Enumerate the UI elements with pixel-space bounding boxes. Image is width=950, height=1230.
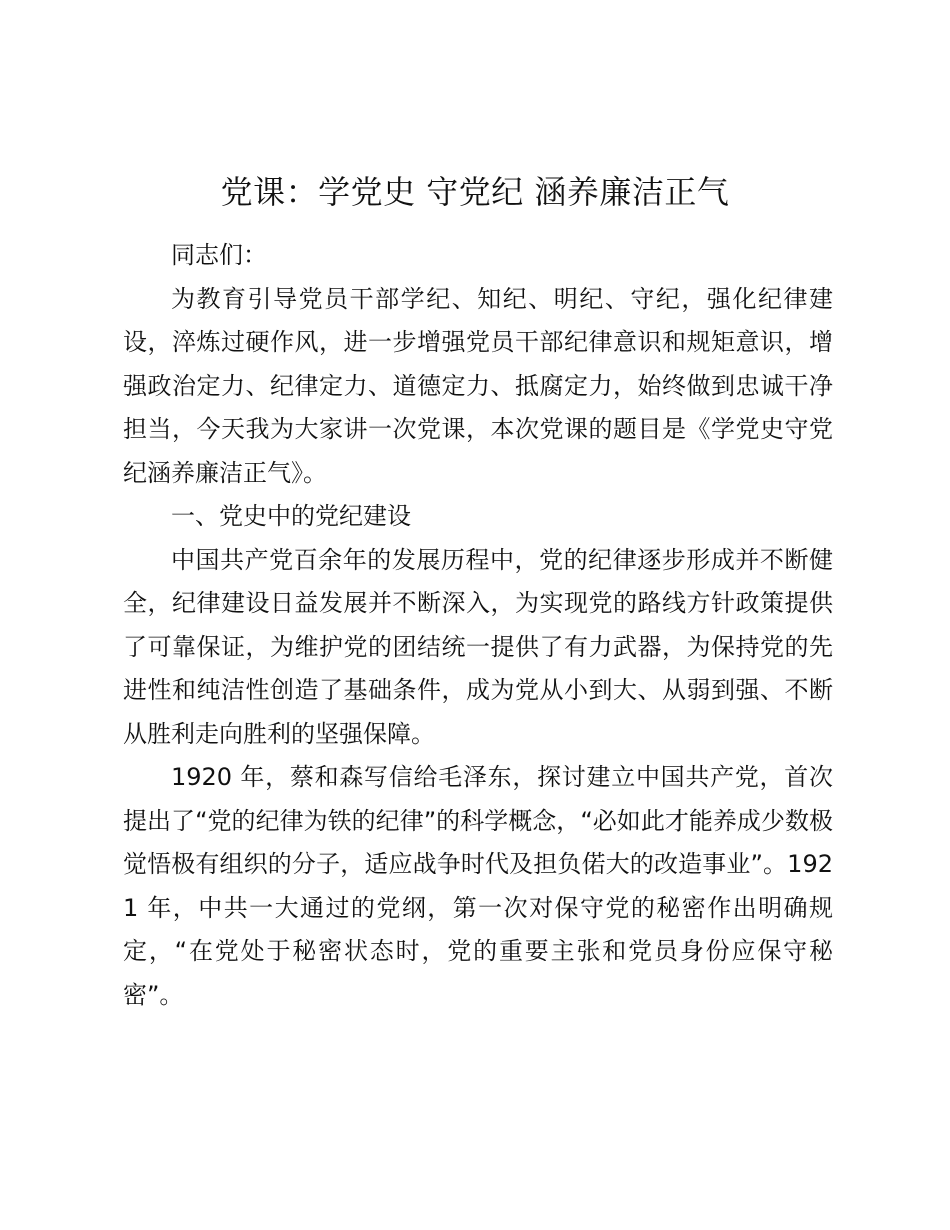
document-title: 党课：学党史 守党纪 涵养廉洁正气 xyxy=(220,173,730,211)
intro-paragraph: 为教育引导党员干部学纪、知纪、明纪、守纪，强化纪律建设，淬炼过硬作风，进一步增强党员干部纪律意识和规矩意识，增强政治定力、纪律定力、道德定力、抵腐定力，始终做到忠诚干净担当，今天我为大家讲一次党课，本次党课的题目是《学党史守党纪涵养廉洁正气》。 xyxy=(123,284,833,487)
section-paragraph-2: 1920 年，蔡和森写信给毛泽东，探讨建立中国共产党，首次提出了“党的纪律为铁的纪律”的科学概念，“必如此才能养成少数极觉悟极有组织的分子，适应战争时代及担负偌大的改造事业”。1921 年，中共一大通过的党纲，第一次对保守党的秘密作出明确规定，“在党处于秘密状态时，党的重要主张和党员身份应保守秘密”。 xyxy=(123,763,833,1009)
section-heading: 一、党史中的党纪建设 xyxy=(171,502,411,530)
section-paragraph-1: 中国共产党百余年的发展历程中，党的纪律逐步形成并不断健全，纪律建设日益发展并不断深入，为实现党的路线方针政策提供了可靠保证，为维护党的团结统一提供了有力武器，为保持党的先进性和纯洁性创造了基础条件，成为党从小到大、从弱到强、不断从胜利走向胜利的坚强保障。 xyxy=(123,545,833,748)
document-body xyxy=(123,234,833,1017)
greeting-paragraph: 同志们： xyxy=(171,241,267,269)
